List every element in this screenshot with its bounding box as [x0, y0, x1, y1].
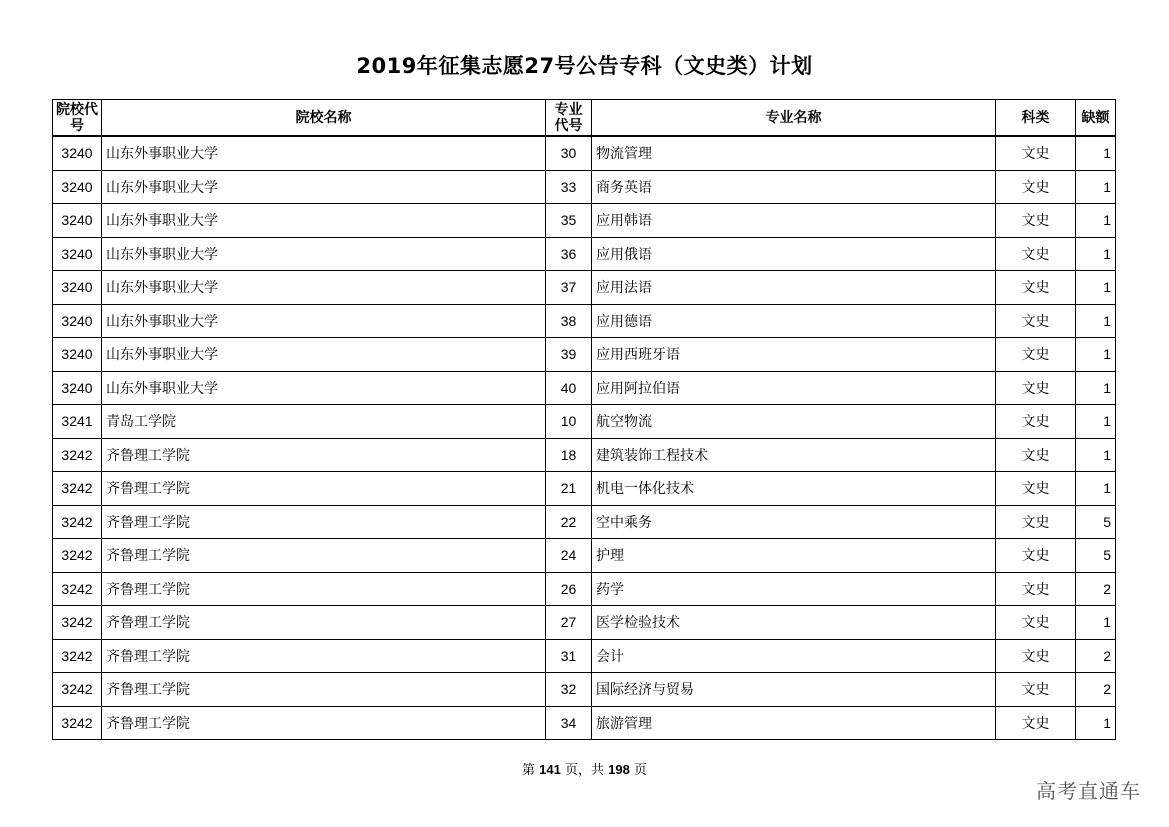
table-row — [53, 572, 1116, 606]
quota-cell: 1 — [1076, 136, 1116, 170]
school-name-cell: 山东外事职业大学 — [102, 237, 546, 271]
footer-suffix: 页 — [633, 763, 647, 778]
major-code-cell: 26 — [546, 572, 592, 606]
table-row — [53, 271, 1116, 305]
school-code-cell: 3240 — [53, 204, 102, 238]
major-code-cell: 22 — [546, 505, 592, 539]
quota-cell: 1 — [1076, 405, 1116, 439]
header-quota: 缺额 — [1076, 100, 1116, 137]
category-cell: 文史 — [996, 237, 1076, 271]
school-name-cell: 齐鲁理工学院 — [102, 606, 546, 640]
school-code-cell: 3240 — [53, 237, 102, 271]
page-title: 2019年征集志愿27号公告专科（文史类）计划 — [356, 54, 813, 78]
school-code-cell: 3242 — [53, 572, 102, 606]
school-name-cell: 齐鲁理工学院 — [102, 706, 546, 740]
category-cell: 文史 — [996, 606, 1076, 640]
table-row — [53, 405, 1116, 439]
table-row — [53, 170, 1116, 204]
table-row — [53, 472, 1116, 506]
major-name-cell: 应用韩语 — [592, 204, 996, 238]
footer-page-number: 141 — [539, 762, 561, 777]
major-name-cell: 医学检验技术 — [592, 606, 996, 640]
school-name-cell: 山东外事职业大学 — [102, 304, 546, 338]
table-row — [53, 706, 1116, 740]
school-name-cell: 齐鲁理工学院 — [102, 673, 546, 707]
quota-cell: 2 — [1076, 572, 1116, 606]
header-school-name: 院校名称 — [102, 100, 546, 137]
school-name-cell: 山东外事职业大学 — [102, 371, 546, 405]
major-code-cell: 39 — [546, 338, 592, 372]
major-code-cell: 38 — [546, 304, 592, 338]
major-name-cell: 物流管理 — [592, 136, 996, 170]
table-row — [53, 539, 1116, 573]
category-cell: 文史 — [996, 170, 1076, 204]
major-name-cell: 旅游管理 — [592, 706, 996, 740]
major-code-cell: 24 — [546, 539, 592, 573]
table-row — [53, 304, 1116, 338]
major-name-cell: 护理 — [592, 539, 996, 573]
major-name-cell: 国际经济与贸易 — [592, 673, 996, 707]
category-cell: 文史 — [996, 438, 1076, 472]
table-row — [53, 136, 1116, 170]
school-name-cell: 齐鲁理工学院 — [102, 438, 546, 472]
footer-total-pages: 198 — [608, 762, 630, 777]
quota-cell: 1 — [1076, 438, 1116, 472]
major-code-cell: 34 — [546, 706, 592, 740]
school-code-cell: 3240 — [53, 271, 102, 305]
school-name-cell: 青岛工学院 — [102, 405, 546, 439]
page-footer — [0, 759, 1169, 778]
major-name-cell: 应用法语 — [592, 271, 996, 305]
major-code-cell: 18 — [546, 438, 592, 472]
major-code-cell: 33 — [546, 170, 592, 204]
school-code-cell: 3242 — [53, 472, 102, 506]
table-row — [53, 237, 1116, 271]
table-row — [53, 673, 1116, 707]
footer-middle: 页，共 — [564, 763, 604, 778]
table-row — [53, 204, 1116, 238]
school-name-cell: 齐鲁理工学院 — [102, 639, 546, 673]
category-cell: 文史 — [996, 706, 1076, 740]
category-cell: 文史 — [996, 304, 1076, 338]
major-name-cell: 建筑装饰工程技术 — [592, 438, 996, 472]
header-major-code: 专业代号 — [546, 100, 592, 137]
major-name-cell: 应用俄语 — [592, 237, 996, 271]
school-code-cell: 3242 — [53, 673, 102, 707]
major-name-cell: 机电一体化技术 — [592, 472, 996, 506]
major-name-cell: 会计 — [592, 639, 996, 673]
quota-cell: 1 — [1076, 706, 1116, 740]
quota-cell: 1 — [1076, 237, 1116, 271]
table-row — [53, 639, 1116, 673]
quota-cell: 1 — [1076, 606, 1116, 640]
category-cell: 文史 — [996, 472, 1076, 506]
major-name-cell: 药学 — [592, 572, 996, 606]
school-code-cell: 3240 — [53, 338, 102, 372]
major-code-cell: 27 — [546, 606, 592, 640]
category-cell: 文史 — [996, 271, 1076, 305]
school-code-cell: 3242 — [53, 438, 102, 472]
header-school-code: 院校代号 — [53, 100, 102, 137]
category-cell: 文史 — [996, 673, 1076, 707]
major-code-cell: 36 — [546, 237, 592, 271]
school-name-cell: 山东外事职业大学 — [102, 338, 546, 372]
quota-cell: 1 — [1076, 170, 1116, 204]
school-code-cell: 3240 — [53, 170, 102, 204]
major-name-cell: 应用阿拉伯语 — [592, 371, 996, 405]
table-row — [53, 438, 1116, 472]
table-row — [53, 505, 1116, 539]
school-name-cell: 齐鲁理工学院 — [102, 539, 546, 573]
school-code-cell: 3242 — [53, 505, 102, 539]
major-code-cell: 32 — [546, 673, 592, 707]
school-code-cell: 3242 — [53, 639, 102, 673]
major-code-cell: 21 — [546, 472, 592, 506]
quota-cell: 2 — [1076, 673, 1116, 707]
major-code-cell: 10 — [546, 405, 592, 439]
quota-cell: 1 — [1076, 338, 1116, 372]
major-code-cell: 30 — [546, 136, 592, 170]
quota-cell: 1 — [1076, 204, 1116, 238]
major-code-cell: 40 — [546, 371, 592, 405]
category-cell: 文史 — [996, 136, 1076, 170]
watermark-text: 高考直通车 — [1036, 779, 1141, 803]
school-name-cell: 山东外事职业大学 — [102, 136, 546, 170]
quota-cell: 5 — [1076, 505, 1116, 539]
school-name-cell: 山东外事职业大学 — [102, 271, 546, 305]
school-code-cell: 3242 — [53, 606, 102, 640]
footer-prefix: 第 — [521, 763, 535, 778]
table-row — [53, 338, 1116, 372]
school-name-cell: 山东外事职业大学 — [102, 170, 546, 204]
major-name-cell: 商务英语 — [592, 170, 996, 204]
quota-cell: 2 — [1076, 639, 1116, 673]
category-cell: 文史 — [996, 405, 1076, 439]
category-cell: 文史 — [996, 639, 1076, 673]
school-name-cell: 齐鲁理工学院 — [102, 505, 546, 539]
table-header-row — [53, 100, 1116, 137]
quota-cell: 5 — [1076, 539, 1116, 573]
major-name-cell: 空中乘务 — [592, 505, 996, 539]
table-body — [53, 136, 1116, 740]
quota-cell: 1 — [1076, 472, 1116, 506]
plan-table — [52, 99, 1116, 740]
school-name-cell: 山东外事职业大学 — [102, 204, 546, 238]
major-code-cell: 37 — [546, 271, 592, 305]
category-cell: 文史 — [996, 505, 1076, 539]
category-cell: 文史 — [996, 371, 1076, 405]
category-cell: 文史 — [996, 572, 1076, 606]
school-code-cell: 3242 — [53, 706, 102, 740]
major-code-cell: 35 — [546, 204, 592, 238]
school-code-cell: 3242 — [53, 539, 102, 573]
school-code-cell: 3240 — [53, 371, 102, 405]
header-category: 科类 — [996, 100, 1076, 137]
major-name-cell: 航空物流 — [592, 405, 996, 439]
major-code-cell: 31 — [546, 639, 592, 673]
school-name-cell: 齐鲁理工学院 — [102, 472, 546, 506]
school-code-cell: 3241 — [53, 405, 102, 439]
category-cell: 文史 — [996, 539, 1076, 573]
category-cell: 文史 — [996, 204, 1076, 238]
school-name-cell: 齐鲁理工学院 — [102, 572, 546, 606]
category-cell: 文史 — [996, 338, 1076, 372]
school-code-cell: 3240 — [53, 304, 102, 338]
table-row — [53, 606, 1116, 640]
header-major-name: 专业名称 — [592, 100, 996, 137]
quota-cell: 1 — [1076, 371, 1116, 405]
school-code-cell: 3240 — [53, 136, 102, 170]
major-name-cell: 应用西班牙语 — [592, 338, 996, 372]
quota-cell: 1 — [1076, 271, 1116, 305]
table-row — [53, 371, 1116, 405]
major-name-cell: 应用德语 — [592, 304, 996, 338]
quota-cell: 1 — [1076, 304, 1116, 338]
